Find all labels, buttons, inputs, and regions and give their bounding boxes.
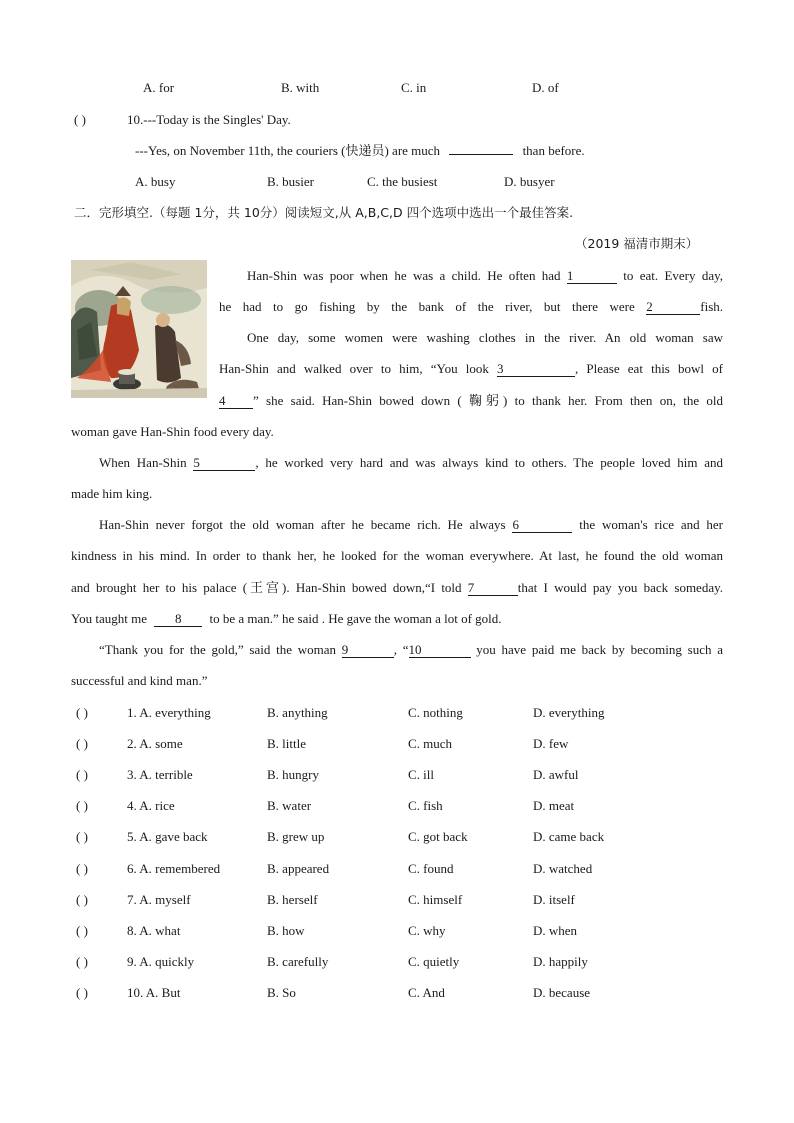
question-10-option-b: B. So [267,984,296,1000]
question-2-option-d: D. few [533,736,569,752]
q10-answer-paren[interactable]: ( ) [74,112,86,127]
question-1-option-c: C. nothing [408,705,463,720]
q10-option-c: C. the busiest [367,174,438,189]
q10-stem: 10.---Today is the Singles' Day. [127,112,291,127]
blank-1[interactable]: 1 [567,269,617,284]
q10-reply [135,143,585,159]
blank-5[interactable]: 5 [193,456,255,471]
question-10-option-c: C. And [408,984,445,1000]
blank-9[interactable]: 9 [342,643,394,658]
passage-line-12: You taught me 8 to be a man.” he said . He gave the woman a lot of gold. [71,611,502,626]
question-8-option-c: C. why [408,922,446,938]
question-6-option-c: C. found [408,860,454,876]
source-note: （2019 福清市期末） [575,236,699,251]
blank-10[interactable]: 10 [409,643,471,658]
passage-line-6: woman gave Han-Shin food every day. [71,424,274,439]
question-2-option-a: 2. A. some [127,736,183,752]
question-1-option-b: B. anything [267,705,328,720]
question-10-answer-paren[interactable]: ( ) [76,984,88,1000]
passage-line-9: Han-Shin never forgot the old woman after he became rich. He always 6 the woman's rice and her [99,517,724,532]
question-5-option-c: C. got back [408,829,468,845]
section-heading: 二．完形填空.（每题 1分，共 10分）阅读短文,从 A,B,C,D 四个选项中选出一个最佳答案. [74,205,574,220]
question-8-option-b: B. how [267,922,305,938]
passage-line-11: and brought her to his palace (王宫). Han-Shin bowed down,“I told 7 that I would pay you back someday. [71,580,723,595]
q9-option-b: B. with [281,80,320,95]
q10-reply-after: than before. [522,143,585,158]
question-9-answer-paren[interactable]: ( ) [76,953,88,969]
question-2-answer-paren[interactable]: ( ) [76,736,88,752]
question-3-option-c: C. ill [408,767,435,783]
q10-blank[interactable] [449,154,513,155]
question-8-option-a: 8. A. what [127,922,181,938]
question-3-option-b: B. hungry [267,767,319,783]
question-10-option-a: 10. A. But [127,984,181,1000]
story-illustration [71,260,207,398]
question-6-option-d: D. watched [533,860,593,876]
question-1-answer-paren[interactable]: ( ) [76,705,88,720]
question-4-option-c: C. fish [408,798,443,814]
question-5-option-a: 5. A. gave back [127,829,208,845]
passage-line-3: One day, some women were washing clothes in the river. An old woman saw [247,330,723,345]
question-9-option-c: C. quietly [408,953,460,969]
passage-line-1: Han-Shin was poor when he was a child. He often had 1 to eat. Every day, [247,268,723,283]
question-2-option-b: B. little [267,736,306,752]
passage-line-8: made him king. [71,486,153,501]
question-2-option-c: C. much [408,736,453,752]
q10-option-b: B. busier [267,174,314,189]
passage-line-4: Han-Shin and walked over to him, “You look 3 , Please eat this bowl of [219,361,723,376]
question-10-option-d: D. because [533,984,591,1000]
question-5-answer-paren[interactable]: ( ) [76,829,88,845]
passage-line-10: kindness in his mind. In order to thank her, he looked for the woman everywhere. At last, he found the old woman [71,548,723,563]
question-1-option-a: 1. A. everything [127,705,211,720]
q9-option-c: C. in [401,80,427,95]
blank-3[interactable]: 3 [497,362,575,377]
question-5-option-b: B. grew up [267,829,325,845]
blank-7[interactable]: 7 [468,581,518,596]
question-4-answer-paren[interactable]: ( ) [76,798,88,814]
question-4-option-b: B. water [267,798,312,814]
q10-reply-before: ---Yes, on November 11th, the couriers (快递员) are much [135,143,441,158]
blank-6[interactable]: 6 [512,518,572,533]
blank-2[interactable]: 2 [646,300,700,315]
question-7-option-b: B. herself [267,891,318,907]
q10-option-a: A. busy [135,174,176,189]
question-6-option-a: 6. A. remembered [127,860,221,876]
question-3-answer-paren[interactable]: ( ) [76,767,88,783]
question-4-option-a: 4. A. rice [127,798,175,814]
question-7-answer-paren[interactable]: ( ) [76,891,88,907]
q10-option-d: D. busyer [504,174,555,189]
question-9-option-a: 9. A. quickly [127,953,195,969]
question-7-option-a: 7. A. myself [127,891,191,907]
question-7-option-d: D. itself [533,891,575,907]
question-9-option-b: B. carefully [267,953,329,969]
question-3-option-d: D. awful [533,767,579,783]
passage-line-13: “Thank you for the gold,” said the woman 9 , “10 you have paid me back by becoming such a [99,642,723,657]
blank-4[interactable]: 4 [219,394,253,409]
question-8-option-d: D. when [533,922,578,938]
passage-line-2: he had to go fishing by the bank of the river, but there were 2 fish. [219,299,723,314]
passage-line-7: When Han-Shin 5 , he worked very hard and was always kind to others. The people loved him and [99,455,723,470]
passage-line-14: successful and kind man.” [71,673,208,688]
passage-line-5: 4 ” she said. Han-Shin bowed down ( 鞠躬) to thank her. From then on, the old [219,393,723,408]
question-5-option-d: D. came back [533,829,605,845]
question-6-answer-paren[interactable]: ( ) [76,860,88,876]
question-7-option-c: C. himself [408,891,463,907]
q9-option-a: A. for [143,80,175,95]
question-6-option-b: B. appeared [267,860,330,876]
blank-8[interactable]: 8 [154,612,202,627]
question-3-option-a: 3. A. terrible [127,767,193,783]
question-8-answer-paren[interactable]: ( ) [76,922,88,938]
q9-option-d: D. of [532,80,559,95]
question-9-option-d: D. happily [533,953,588,969]
question-1-option-d: D. everything [533,705,605,720]
question-4-option-d: D. meat [533,798,575,814]
